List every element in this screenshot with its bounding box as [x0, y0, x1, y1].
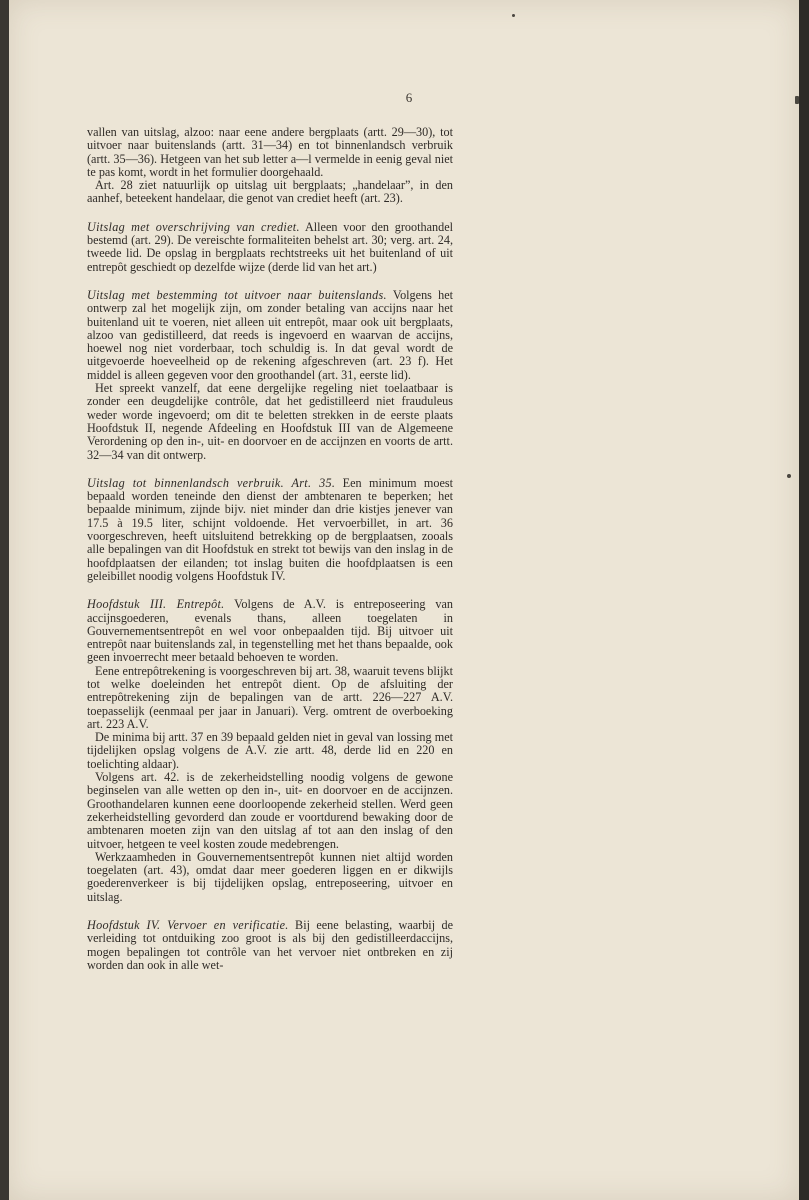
- paragraph-10: Volgens art. 42. is de zekerheidstelling noodig volgens de gewone beginselen van alle wetten op den in-, uit- en doorvoer en de accijnzen. Groothandelaren kunnen eene doorloopende zekerheid stellen. Werd geen zekerheidstelling gevorderd dan zoude er voortdurend bewaking door de ambtenaren moeten zijn van den uitslag af tot aan den inslag of den uitvoer, hetgeen te veel kosten zoude medebrengen.: [87, 770, 453, 851]
- paper-speck: [512, 14, 515, 17]
- paragraph-9: De minima bij artt. 37 en 39 bepaald gelden niet in geval van lossing met tijdelijken opslag volgens de A.V. zie artt. 48, derde lid en 220 en toelichting aldaar).: [87, 730, 453, 771]
- paper-speck: [787, 474, 791, 478]
- paragraph-5: Het spreekt vanzelf, dat eene dergelijke regeling niet toelaatbaar is zonder een deugdelijke contrôle, dat het gedistilleerd niet frauduleus weder worde ingevoerd; om dit te beletten strekken in de eerste plaats Hoofdstuk II, negende Afdeeling en Hoofdstuk III van de Algemeene Verordening op den in-, uit- en doorvoer en de accijnzen en voorts de artt. 32—34 van dit ontwerp.: [87, 381, 453, 462]
- document-page: [9, 0, 799, 1200]
- page-body: [87, 126, 453, 972]
- paragraph-1: vallen van uitslag, alzoo: naar eene andere bergplaats (artt. 29—30), tot uitvoer naar buitenslands (artt. 31—34) en tot binnenlandsch verbruik (artt. 35—36). Hetgeen van het sub letter a—l vermelde in eenig geval niet te pas komt, wordt in het formulier doorgehaald.: [87, 125, 453, 179]
- page-number: 6: [405, 90, 413, 105]
- paragraph-7: Hoofdstuk III. Entrepôt. Volgens de A.V. is entreposeering van accijnsgoederen, evenals thans, alleen toegelaten in Gouvernementsentrepôt en wel voor onbepaalden tijd. Bij uitvoer uit entrepôt naar buitenslands zal, in tegenstelling met het thans bepaalde, ook geen invoerrecht meer betaald behoeven te worden.: [87, 597, 453, 665]
- paragraph-11: Werkzaamheden in Gouvernementsentrepôt kunnen niet altijd worden toegelaten (art. 43), omdat daar meer goederen liggen en er dikwijls goederenverkeer is bij tijdelijken opslag, entreposeering, uitvoer en uitslag.: [87, 849, 453, 904]
- paragraph-2: Art. 28 ziet natuurlijk op uitslag uit bergplaats; „handelaar”, in den aanhef, beteekent handelaar, die genot van crediet heeft (art. 23).: [87, 178, 453, 206]
- paragraph-12: Hoofdstuk IV. Vervoer en verificatie. Bij eene belasting, waarbij de verleiding tot ontduiking zoo groot is als bij den gedistilleerdaccijns, mogen bepalingen tot contrôle van het vervoer niet ontbreken en zij worden dan ook in alle wet-: [87, 918, 453, 972]
- paragraph-6: Uitslag tot binnenlandsch verbruik. Art. 35. Een minimum moest bepaald worden teneinde den dienst der ambtenaren te beperken; het bepaalde minimum, zijnde bijv. niet minder dan drie kistjes jenever van 17.5 à 19.5 liter, schijnt voldoende. Het vervoerbillet, in art. 36 voorgeschreven, heeft uitsluitend betrekking op de bergplaatsen, zooals alle bepalingen van dit Hoofdstuk en strekt tot bewijs van den inslag in de hoofdplaatsen der eilanden; tot inslag buiten die hoofdplaatsen is een geleibillet noodig volgens Hoofdstuk IV.: [87, 475, 453, 583]
- paragraph-3: Uitslag met overschrijving van crediet. Alleen voor den groothandel bestemd (art. 29). De vereischte formaliteiten behelst art. 30; verg. art. 24, tweede lid. De opslag in bergplaats rechtstreeks uit het buitenland of uit entrepôt geschiedt op dezelfde wijze (derde lid van het art.): [87, 219, 453, 274]
- paragraph-4: Uitslag met bestemming tot uitvoer naar buitenslands. Volgens het ontwerp zal het mogelijk zijn, om zonder betaling van accijns naar het buitenland uit te voeren, niet alleen uit entrepôt, maar ook uit bergplaats, alzoo van gedistilleerd, dat reeds is ingevoerd en waarvan de accijns, hoewel nog niet vorderbaar, toch schuldig is. In dat geval wordt de uitgevoerde hoeveelheid op de rekening afgeschreven (art. 23 f). Het middel is alleen gegeven voor den groothandel (art. 31, eerste lid).: [87, 287, 453, 382]
- scan-edge: [799, 0, 809, 1200]
- paragraph-8: Eene entrepôtrekening is voorgeschreven bij art. 38, waaruit tevens blijkt tot welke doeleinden het entrepôt dient. Op de afsluiting der entrepôtrekening zijn de bepalingen van de artt. 226—227 A.V. toepasselijk (eenmaal per jaar in Januari). Verg. omtrent de overboeking art. 223 A.V.: [87, 663, 453, 731]
